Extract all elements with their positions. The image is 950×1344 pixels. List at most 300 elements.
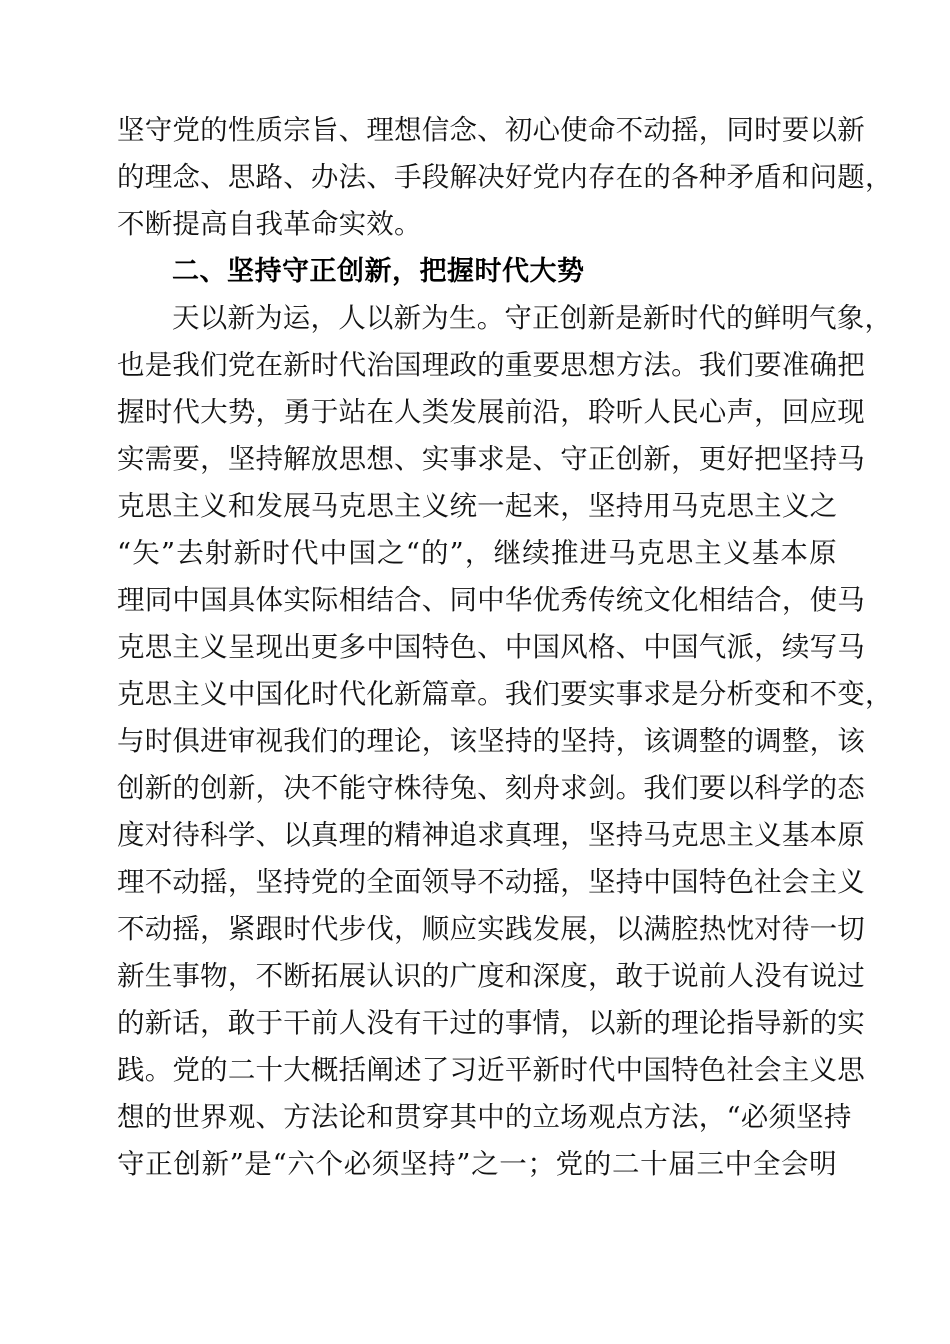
glyph: 学 bbox=[781, 772, 810, 804]
glyph: 十 bbox=[640, 1148, 668, 1180]
glyph: 与 bbox=[117, 725, 145, 757]
glyph: 国 bbox=[394, 631, 422, 663]
text-line bbox=[117, 671, 893, 718]
glyph: 发 bbox=[532, 913, 561, 945]
glyph: 色 bbox=[726, 866, 755, 898]
glyph: 步 bbox=[338, 913, 367, 945]
glyph: 于 bbox=[643, 960, 672, 992]
glyph: 好 bbox=[726, 443, 755, 475]
glyph: 气 bbox=[698, 631, 727, 663]
glyph: 刻 bbox=[504, 772, 533, 804]
glyph: 义 bbox=[723, 537, 751, 569]
glyph: 守 bbox=[117, 1148, 145, 1180]
glyph: 段 bbox=[421, 161, 450, 193]
glyph: 创 bbox=[117, 772, 145, 804]
glyph: 述 bbox=[394, 1054, 422, 1086]
glyph: 们 bbox=[671, 772, 699, 804]
glyph: 思 bbox=[665, 537, 694, 569]
glyph: 变 bbox=[754, 678, 782, 710]
glyph: 主 bbox=[172, 678, 201, 710]
glyph: 、 bbox=[477, 772, 505, 804]
glyph: 同 bbox=[726, 114, 755, 146]
glyph: 概 bbox=[310, 1054, 339, 1086]
glyph: 新 bbox=[532, 1054, 561, 1086]
glyph: 事 bbox=[504, 1007, 533, 1039]
glyph: 国 bbox=[671, 866, 699, 898]
glyph: 前 bbox=[504, 396, 533, 428]
glyph: 热 bbox=[698, 913, 727, 945]
glyph: 具 bbox=[227, 584, 256, 616]
glyph: 们 bbox=[310, 725, 339, 757]
glyph: 理 bbox=[338, 819, 367, 851]
glyph: 治 bbox=[366, 349, 395, 381]
glyph: 们 bbox=[726, 349, 755, 381]
glyph: 没 bbox=[366, 1007, 395, 1039]
glyph: 、 bbox=[255, 819, 284, 851]
glyph: 有 bbox=[781, 960, 810, 992]
glyph: 法 bbox=[643, 349, 672, 381]
glyph: 近 bbox=[477, 1054, 505, 1086]
glyph: 剑 bbox=[587, 772, 616, 804]
text-line: 天以新为运，人以新为生。守正创新是新时代的鲜明气象， bbox=[172, 302, 893, 334]
glyph: 主 bbox=[726, 819, 755, 851]
glyph: 更 bbox=[310, 631, 339, 663]
glyph: 去 bbox=[176, 537, 204, 569]
glyph: 思 bbox=[698, 819, 727, 851]
glyph: 生 bbox=[144, 960, 173, 992]
glyph: 秀 bbox=[560, 584, 588, 616]
glyph: 思 bbox=[144, 490, 173, 522]
glyph: 在 bbox=[366, 396, 395, 428]
glyph: 推 bbox=[550, 537, 579, 569]
glyph: 新 bbox=[394, 678, 422, 710]
glyph: 站 bbox=[338, 396, 367, 428]
glyph: 新 bbox=[201, 1148, 230, 1180]
glyph: 时 bbox=[144, 725, 173, 757]
glyph: ， bbox=[754, 631, 782, 663]
glyph: 情 bbox=[532, 1007, 561, 1039]
glyph: 特 bbox=[421, 631, 450, 663]
text-line bbox=[117, 1094, 852, 1141]
glyph: 中 bbox=[504, 631, 533, 663]
document-body bbox=[117, 107, 893, 1188]
glyph: 风 bbox=[560, 631, 588, 663]
glyph: 待 bbox=[781, 913, 810, 945]
glyph: 须 bbox=[768, 1101, 797, 1133]
glyph: 以 bbox=[809, 114, 838, 146]
glyph: 是 bbox=[504, 443, 533, 475]
glyph: 求 bbox=[560, 772, 588, 804]
text-line bbox=[117, 718, 865, 765]
glyph: 理 bbox=[671, 1007, 699, 1039]
glyph: 写 bbox=[809, 631, 838, 663]
glyph: 持 bbox=[587, 725, 616, 757]
glyph: 中 bbox=[477, 584, 505, 616]
glyph: 断 bbox=[283, 960, 311, 992]
glyph: 广 bbox=[449, 960, 478, 992]
glyph: 不 bbox=[255, 960, 284, 992]
glyph: 旨 bbox=[310, 114, 339, 146]
glyph: 聆 bbox=[587, 396, 616, 428]
glyph: 继 bbox=[493, 537, 522, 569]
glyph: 时 bbox=[310, 349, 339, 381]
glyph: 动 bbox=[172, 866, 201, 898]
glyph: 克 bbox=[117, 631, 145, 663]
text-line bbox=[117, 765, 865, 812]
glyph: 时 bbox=[310, 678, 339, 710]
glyph: 进 bbox=[579, 537, 608, 569]
glyph: 马 bbox=[643, 819, 672, 851]
glyph: 能 bbox=[338, 772, 367, 804]
glyph: 必 bbox=[740, 1101, 769, 1133]
glyph: 理 bbox=[421, 349, 450, 381]
glyph: 我 bbox=[504, 678, 533, 710]
text-line bbox=[117, 1047, 865, 1094]
glyph: ， bbox=[615, 725, 644, 757]
glyph: 中 bbox=[615, 1054, 644, 1086]
glyph: 创 bbox=[173, 1148, 202, 1180]
glyph: 国 bbox=[671, 631, 699, 663]
glyph: 度 bbox=[560, 960, 588, 992]
glyph: 是 bbox=[244, 1148, 273, 1180]
text-line bbox=[117, 859, 865, 906]
glyph: 克 bbox=[698, 490, 727, 522]
glyph: 同 bbox=[449, 584, 478, 616]
glyph: 。 bbox=[615, 772, 644, 804]
glyph: 马 bbox=[837, 631, 865, 663]
glyph: 克 bbox=[637, 537, 665, 569]
glyph: 大 bbox=[200, 396, 228, 428]
glyph: 时 bbox=[262, 537, 290, 569]
glyph: 的 bbox=[117, 1007, 145, 1039]
glyph: 忱 bbox=[726, 913, 755, 945]
glyph: 现 bbox=[255, 631, 284, 663]
glyph: 二 bbox=[611, 1148, 640, 1180]
glyph: 明 bbox=[809, 1148, 837, 1180]
glyph: 方 bbox=[643, 1101, 672, 1133]
glyph: 求 bbox=[643, 678, 672, 710]
glyph: 代 bbox=[172, 396, 201, 428]
glyph: 的 bbox=[366, 819, 395, 851]
glyph: 持 bbox=[283, 866, 311, 898]
glyph: 对 bbox=[144, 819, 173, 851]
glyph: 持 bbox=[823, 1101, 852, 1133]
glyph: 实 bbox=[283, 584, 311, 616]
glyph: 析 bbox=[726, 678, 755, 710]
glyph: 、 bbox=[421, 584, 450, 616]
glyph: 三 bbox=[696, 1148, 725, 1180]
glyph: 坚 bbox=[796, 1101, 824, 1133]
glyph: 以 bbox=[726, 772, 755, 804]
glyph: 解 bbox=[283, 443, 311, 475]
glyph: ， bbox=[255, 396, 284, 428]
glyph: 守 bbox=[366, 772, 395, 804]
glyph: ， bbox=[560, 490, 588, 522]
glyph: 不 bbox=[809, 678, 838, 710]
glyph: 中 bbox=[366, 631, 395, 663]
glyph: 人 bbox=[643, 396, 672, 428]
glyph: 本 bbox=[809, 819, 838, 851]
glyph: 克 bbox=[117, 678, 145, 710]
glyph: 盾 bbox=[754, 161, 782, 193]
glyph: 展 bbox=[560, 913, 588, 945]
glyph: 人 bbox=[338, 1007, 367, 1039]
glyph: 坚 bbox=[587, 819, 616, 851]
glyph: 和 bbox=[366, 1101, 395, 1133]
glyph: 之 bbox=[471, 1148, 499, 1180]
glyph: 变 bbox=[837, 678, 865, 710]
glyph: 主 bbox=[754, 490, 782, 522]
glyph: 论 bbox=[338, 1101, 367, 1133]
glyph: “ bbox=[726, 1101, 741, 1133]
glyph: 展 bbox=[338, 960, 367, 992]
glyph: 党 bbox=[172, 114, 201, 146]
glyph: 不 bbox=[117, 913, 145, 945]
glyph: 新 bbox=[227, 772, 256, 804]
glyph: 我 bbox=[172, 349, 201, 381]
glyph: 会 bbox=[780, 1148, 809, 1180]
glyph: 心 bbox=[532, 114, 561, 146]
glyph: 坚 bbox=[400, 1148, 428, 1180]
glyph: ， bbox=[560, 866, 588, 898]
glyph: 题 bbox=[837, 161, 865, 193]
glyph: 动 bbox=[643, 114, 672, 146]
glyph: 紧 bbox=[227, 913, 256, 945]
text-line bbox=[117, 624, 865, 671]
glyph: 射 bbox=[204, 537, 233, 569]
glyph: ” bbox=[449, 537, 464, 569]
glyph: 特 bbox=[671, 1054, 699, 1086]
glyph: 新 bbox=[233, 537, 262, 569]
glyph: 守 bbox=[560, 443, 588, 475]
glyph: 命 bbox=[587, 114, 616, 146]
glyph: 主 bbox=[781, 1054, 810, 1086]
glyph: 新 bbox=[615, 1007, 644, 1039]
glyph: 听 bbox=[615, 396, 644, 428]
glyph: 化 bbox=[283, 678, 311, 710]
glyph: 相 bbox=[338, 584, 367, 616]
glyph: 也 bbox=[117, 349, 145, 381]
glyph: 新 bbox=[144, 772, 173, 804]
glyph: 思 bbox=[144, 678, 173, 710]
glyph: ， bbox=[421, 725, 450, 757]
glyph: 续 bbox=[522, 537, 550, 569]
glyph: 展 bbox=[477, 396, 505, 428]
glyph: 派 bbox=[726, 631, 755, 663]
glyph: 观 bbox=[587, 1101, 616, 1133]
glyph: 和 bbox=[504, 960, 533, 992]
glyph: 实 bbox=[587, 678, 616, 710]
glyph: 代 bbox=[338, 349, 367, 381]
glyph: 义 bbox=[837, 866, 865, 898]
glyph: 之 bbox=[377, 537, 405, 569]
glyph: 践 bbox=[504, 913, 533, 945]
glyph: ， bbox=[200, 913, 228, 945]
glyph: 合 bbox=[394, 584, 422, 616]
glyph: 势 bbox=[227, 396, 256, 428]
glyph: 质 bbox=[255, 114, 284, 146]
glyph: 时 bbox=[560, 1054, 588, 1086]
glyph: 持 bbox=[428, 1148, 456, 1180]
glyph: 党 bbox=[172, 1054, 201, 1086]
glyph: 国 bbox=[532, 631, 561, 663]
glyph: 想 bbox=[394, 114, 422, 146]
glyph: 调 bbox=[754, 725, 782, 757]
glyph: 的 bbox=[477, 349, 505, 381]
glyph: 贯 bbox=[394, 1101, 422, 1133]
glyph: 基 bbox=[751, 537, 780, 569]
glyph: 十 bbox=[255, 1054, 284, 1086]
glyph: 和 bbox=[781, 161, 810, 193]
glyph: 体 bbox=[255, 584, 284, 616]
glyph: 们 bbox=[200, 349, 228, 381]
glyph: 摇 bbox=[200, 866, 228, 898]
glyph: 时 bbox=[144, 396, 173, 428]
glyph: 的 bbox=[144, 1101, 173, 1133]
glyph: 存 bbox=[587, 161, 616, 193]
glyph: 审 bbox=[227, 725, 256, 757]
glyph: 正 bbox=[587, 443, 616, 475]
glyph: 话 bbox=[172, 1007, 201, 1039]
glyph: 不 bbox=[310, 772, 339, 804]
glyph: 六 bbox=[287, 1148, 316, 1180]
glyph: 的 bbox=[504, 1101, 533, 1133]
glyph: 更 bbox=[698, 443, 727, 475]
glyph: 追 bbox=[449, 819, 478, 851]
glyph: 持 bbox=[255, 443, 284, 475]
glyph: 会 bbox=[781, 866, 810, 898]
glyph: 现 bbox=[837, 396, 865, 428]
glyph: ， bbox=[864, 161, 893, 193]
glyph: 指 bbox=[726, 1007, 755, 1039]
glyph: 的 bbox=[421, 960, 450, 992]
glyph: ， bbox=[200, 443, 228, 475]
glyph: 满 bbox=[643, 913, 672, 945]
glyph: 界 bbox=[200, 1101, 228, 1133]
glyph: ， bbox=[587, 913, 616, 945]
glyph: 跟 bbox=[255, 913, 284, 945]
glyph: 基 bbox=[781, 819, 810, 851]
glyph: 括 bbox=[338, 1054, 367, 1086]
glyph: 人 bbox=[394, 396, 422, 428]
glyph: ” bbox=[229, 1148, 244, 1180]
glyph: 本 bbox=[780, 537, 809, 569]
glyph: 理 bbox=[144, 161, 173, 193]
glyph: 会 bbox=[754, 1054, 782, 1086]
glyph: 。 bbox=[144, 1054, 173, 1086]
glyph: 党 bbox=[532, 161, 561, 193]
glyph: 想 bbox=[117, 1101, 145, 1133]
glyph: 腔 bbox=[671, 913, 699, 945]
glyph: 实 bbox=[117, 443, 145, 475]
glyph: 特 bbox=[698, 866, 727, 898]
glyph: 须 bbox=[371, 1148, 400, 1180]
glyph: 念 bbox=[449, 114, 478, 146]
glyph: 国 bbox=[200, 584, 228, 616]
glyph: 克 bbox=[338, 490, 367, 522]
glyph: 续 bbox=[781, 631, 810, 663]
glyph: 的 bbox=[809, 1007, 838, 1039]
glyph: 有 bbox=[394, 1007, 422, 1039]
glyph: 中 bbox=[724, 1148, 753, 1180]
glyph: ， bbox=[587, 960, 616, 992]
glyph: 中 bbox=[319, 537, 348, 569]
text-line bbox=[117, 154, 893, 201]
glyph: 实 bbox=[477, 913, 505, 945]
glyph: 优 bbox=[532, 584, 561, 616]
glyph: 实 bbox=[837, 1007, 865, 1039]
text-line bbox=[117, 1000, 865, 1047]
glyph: 前 bbox=[698, 960, 727, 992]
glyph: 、 bbox=[283, 161, 311, 193]
glyph: ， bbox=[560, 396, 588, 428]
glyph: 于 bbox=[310, 396, 339, 428]
glyph: ， bbox=[698, 114, 727, 146]
glyph: 矛 bbox=[726, 161, 755, 193]
glyph: 不 bbox=[615, 114, 644, 146]
glyph: 思 bbox=[338, 443, 367, 475]
glyph: ， bbox=[227, 866, 256, 898]
glyph: 主 bbox=[694, 537, 723, 569]
glyph: 不 bbox=[144, 866, 173, 898]
glyph: 的 bbox=[420, 537, 449, 569]
glyph: 创 bbox=[615, 443, 644, 475]
glyph: 持 bbox=[615, 490, 644, 522]
glyph: 坚 bbox=[255, 866, 284, 898]
glyph: 重 bbox=[504, 349, 533, 381]
glyph: 导 bbox=[449, 866, 478, 898]
glyph: 事 bbox=[615, 678, 644, 710]
glyph: 实 bbox=[421, 443, 450, 475]
glyph: 坚 bbox=[560, 725, 588, 757]
glyph: 没 bbox=[754, 960, 782, 992]
glyph: 相 bbox=[698, 584, 727, 616]
glyph: 统 bbox=[615, 584, 644, 616]
glyph: 中 bbox=[477, 1101, 505, 1133]
glyph: ； bbox=[527, 1148, 556, 1180]
glyph: 践 bbox=[117, 1054, 145, 1086]
glyph: 全 bbox=[752, 1148, 781, 1180]
glyph: 坚 bbox=[477, 725, 505, 757]
glyph: 度 bbox=[117, 819, 145, 851]
glyph: 义 bbox=[421, 490, 450, 522]
glyph: 进 bbox=[200, 725, 228, 757]
glyph: 沿 bbox=[532, 396, 561, 428]
glyph: 想 bbox=[366, 443, 395, 475]
glyph: 习 bbox=[449, 1054, 478, 1086]
glyph: 一 bbox=[809, 913, 838, 945]
glyph: 分 bbox=[698, 678, 727, 710]
glyph: 党 bbox=[227, 349, 256, 381]
glyph: 一 bbox=[477, 490, 505, 522]
glyph: 际 bbox=[310, 584, 339, 616]
glyph: 是 bbox=[671, 678, 699, 710]
glyph: 使 bbox=[809, 584, 838, 616]
glyph: 大 bbox=[283, 1054, 311, 1086]
glyph: 该 bbox=[837, 725, 865, 757]
glyph: 发 bbox=[449, 396, 478, 428]
glyph: 传 bbox=[587, 584, 616, 616]
glyph: ， bbox=[227, 960, 256, 992]
glyph: 、 bbox=[200, 161, 228, 193]
glyph: “ bbox=[405, 537, 420, 569]
glyph: 起 bbox=[504, 490, 533, 522]
glyph: 前 bbox=[310, 1007, 339, 1039]
glyph: 平 bbox=[504, 1054, 533, 1086]
glyph: 合 bbox=[754, 584, 782, 616]
glyph: 神 bbox=[421, 819, 450, 851]
glyph: 要 bbox=[560, 678, 588, 710]
